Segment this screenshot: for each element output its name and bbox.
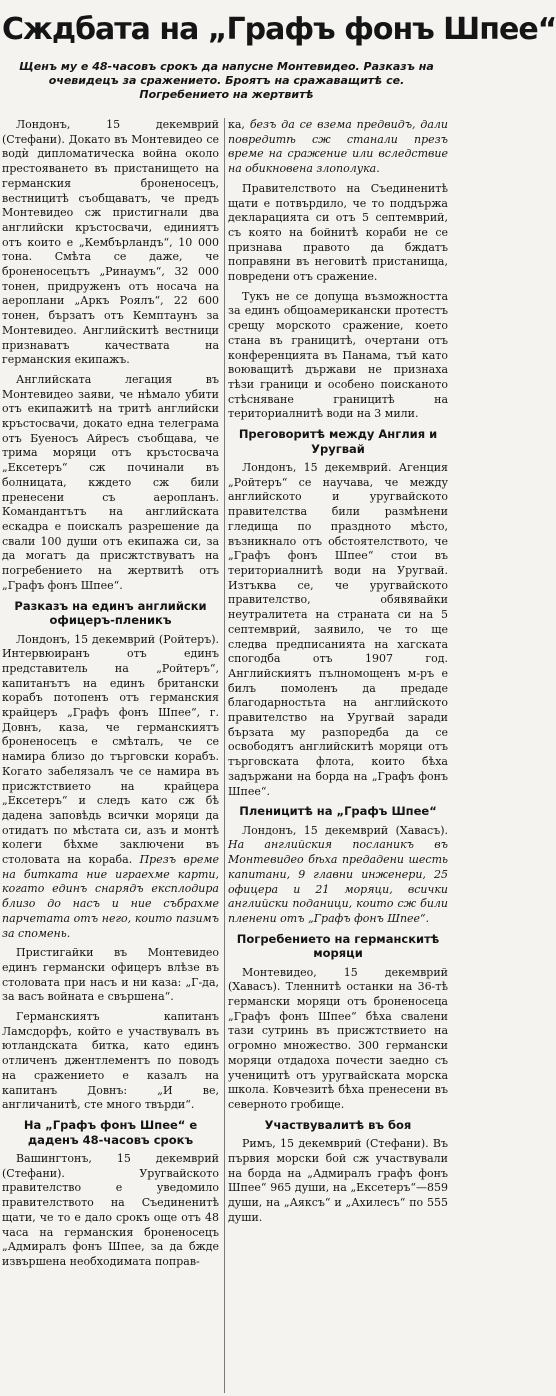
paragraph-text: ка, [228, 118, 245, 131]
paragraph-text: Лондонъ, 15 декемврий (Хавасъ). [242, 823, 448, 837]
section-heading: Погребението на германскитѣ моряци [236, 931, 440, 961]
article-paragraph: Германскиятъ капитанъ Ламсдорфъ, който е участвувалъ въ ютландската битка, като единъ отличенъ джентлементъ по поводъ на сражението е казалъ на капитанъ Довнъ: „И ве, англичанитѣ, сте много твърди“. [2, 1010, 219, 1112]
column-divider [224, 118, 225, 1393]
left-column [2, 118, 219, 1394]
italic-text: Презъ време на битката ние играехме карти, когато единъ снарядъ експлодира близо до насъ и ние събрахме парчетата отъ него, които пазимъ за спомень. [2, 853, 220, 940]
article-paragraph: Римъ, 15 декемврий (Стефани). Въ първия морски бой сж участвували на борда на „Адмиралъ графъ фонъ Шпее“ 965 души, на „Ексетеръ“—859 души, на „Аяксъ“ и „Ахилесъ“ по 555 души. [228, 1137, 448, 1224]
right-column [228, 118, 448, 1394]
article-paragraph [2, 633, 219, 942]
subheadline: Щенъ му е 48-часовъ срокъ да напусне Монтевидео. Разказъ на очевидецъ за сражението. Броятъ на сражаващитѣ се. Погребението на жертвитѣ [19, 60, 434, 101]
italic-text: На английския посланикъ въ Монтевидео бѣха предадени шесть капитани, 9 главни инженери, 25 офицера и 21 моряци, всички английски поданици, които сж били пленени отъ „Графъ фонъ Шпее“. [228, 838, 448, 925]
headline: Сждбата на „Графъ фонъ Шпее“ [2, 12, 556, 47]
section-heading: Преговоритѣ между Англия и Уругвай [238, 427, 438, 456]
section-heading: Разказъ на единъ английски офицеръ-пленикъ [14, 598, 207, 627]
article-paragraph: Правителството на Съединенитѣ щати е потвърдило, че то поддържа декларацията си отъ 5 септемврий, съ която на бойнитѣ кораби не се признава правото да бждатъ поправяни въ неговитѣ пристанища, повредени отъ сражение. [228, 181, 448, 284]
article-paragraph [228, 118, 448, 177]
section-heading: Участвувалитѣ въ боя [264, 1117, 412, 1132]
article-paragraph: Вашингтонъ, 15 декемврий (Стефани). Уругвайското правителство е уведомило правителството на Съединенитѣ щати, че то е дало срокъ още отъ 48 часа на германския броненосецъ „Адмиралъ фонъ Шпее, за да бжде извършена необходимата поправ- [2, 1152, 219, 1268]
article-paragraph: Тукъ не се допуща възможността за единъ общоамерикански протестъ срещу морското сражение, което стана въ границитѣ, очертани отъ конференцията въ Панама, тъй като воюващитѣ държави не признаха тѣзи граници и особено поисканото стѣсняване границитѣ на териториалнитѣ води на 3 мили. [228, 289, 448, 421]
article-paragraph: Лондонъ, 15 декемврий (Стефани). Докато въ Монтевидео се водѝ дипломатическа война около престояването въ пристанището на германския броненосецъ, вестницитѣ съобщаватъ, че предъ Монтевидео сж пристигнали два английски кръстосвачи, единиятъ отъ които е „Кембърландъ“, 10 000 тона. Смѣта се даже, че броненосецътъ „Ринаумъ“, 32 000 тонен, придруженъ отъ носача на аероплани „Аркъ Роялъ“, 22 600 тонен, бързатъ отъ Кемптаунъ за Монтевидео. Английскитѣ вестници признаватъ качествата на германския екипажъ. [2, 118, 219, 367]
article-paragraph: Пристигайки въ Монтевидео единъ германски офицеръ влѣзе въ столовата при насъ и ни каза: „Г-да, за васъ войната е свършена“. [2, 946, 219, 1004]
article-paragraph [228, 824, 448, 927]
article-paragraph: Английската легация въ Монтевидео заяви, че нѣмало убити отъ екипажитѣ на тритѣ английски кръстосвачи, докато една телеграма отъ Буеносъ Айресъ съобщава, че трима моряци отъ кръстосвача „Ексетеръ“ сж починали въ болницата, кждето сж били пренесени съ аеропланъ. Командантътъ на английската ескадра е поискалъ разрешение да свали 100 души отъ екипажа си, за да могатъ да присжтствуватъ на погребението на жертвитѣ отъ „Графъ фонъ Шпее“. [2, 372, 219, 592]
section-heading: На „Графъ фонъ Шпее“ е даденъ 48-часовъ срокъ [23, 1118, 198, 1147]
article-paragraph: Монтевидео, 15 декемврий (Хавасъ). Тленнитѣ останки на 36-тѣ германски моряци отъ броненосеца „Графъ фонъ Шпее“ бѣха свалени тази сутринь въ присжтствието на огромно множество. 300 германски моряци отдадоха почести заедно съ ученицитѣ отъ уругвайската морска школа. Ковчезитѣ бѣха пренесени въ северното гробище. [228, 965, 448, 1111]
section-heading: Пленицитѣ на „Графъ Шпее“ [239, 804, 437, 819]
article-paragraph: Лондонъ, 15 декемврий. Агенция „Ройтеръ“ се научава, че между английското и уругвайското правителства били размѣнени гледища по праздното мѣсто, възникнало отъ обстоятелството, че „Графъ фонъ Шпее“ стои въ териториалнитѣ води на Уругвай. Изтъква се, че уругвайското правителство, обявявайки неутралитета на страната си на 5 септемврий, заявило, че то ще следва предписанията на хагската спогодба отъ 1907 год. Английскиятъ пълномощенъ м-ръ е билъ помоленъ да предаде благодарностьта на английското правителство на Уругвай заради бързата му разпоредба да се освободятъ английскитѣ моряци отъ търговската флота, които бѣха задържани на борда на „Графъ фонъ Шпее“. [228, 461, 448, 798]
italic-text: безъ да се взема предвидъ, дали повредитѣ сж станали презъ време на сражение или вследствие на обикновена злополука. [228, 118, 449, 176]
paragraph-text: Лондонъ, 15 декемврий (Ройтеръ). Интервюиранъ отъ единъ представитель на „Ройтеръ“, капитанътъ на единъ британски корабъ потопенъ отъ германския крайцеръ „Графъ фонъ Шпее“, г. Довнъ, каза, че германскиятъ броненосецъ е смѣталъ, че се намира близо до търговски корабъ. Когато забелязалъ че се намира въ присжтствието на крайцера „Ексетеръ“ и следъ като сж бѣ дадена заповѣдь всички моряци да отидатъ по мѣстата си, азъ и монтѣ колеги бѣхме заключени въ столовата на кораба. [2, 632, 219, 867]
